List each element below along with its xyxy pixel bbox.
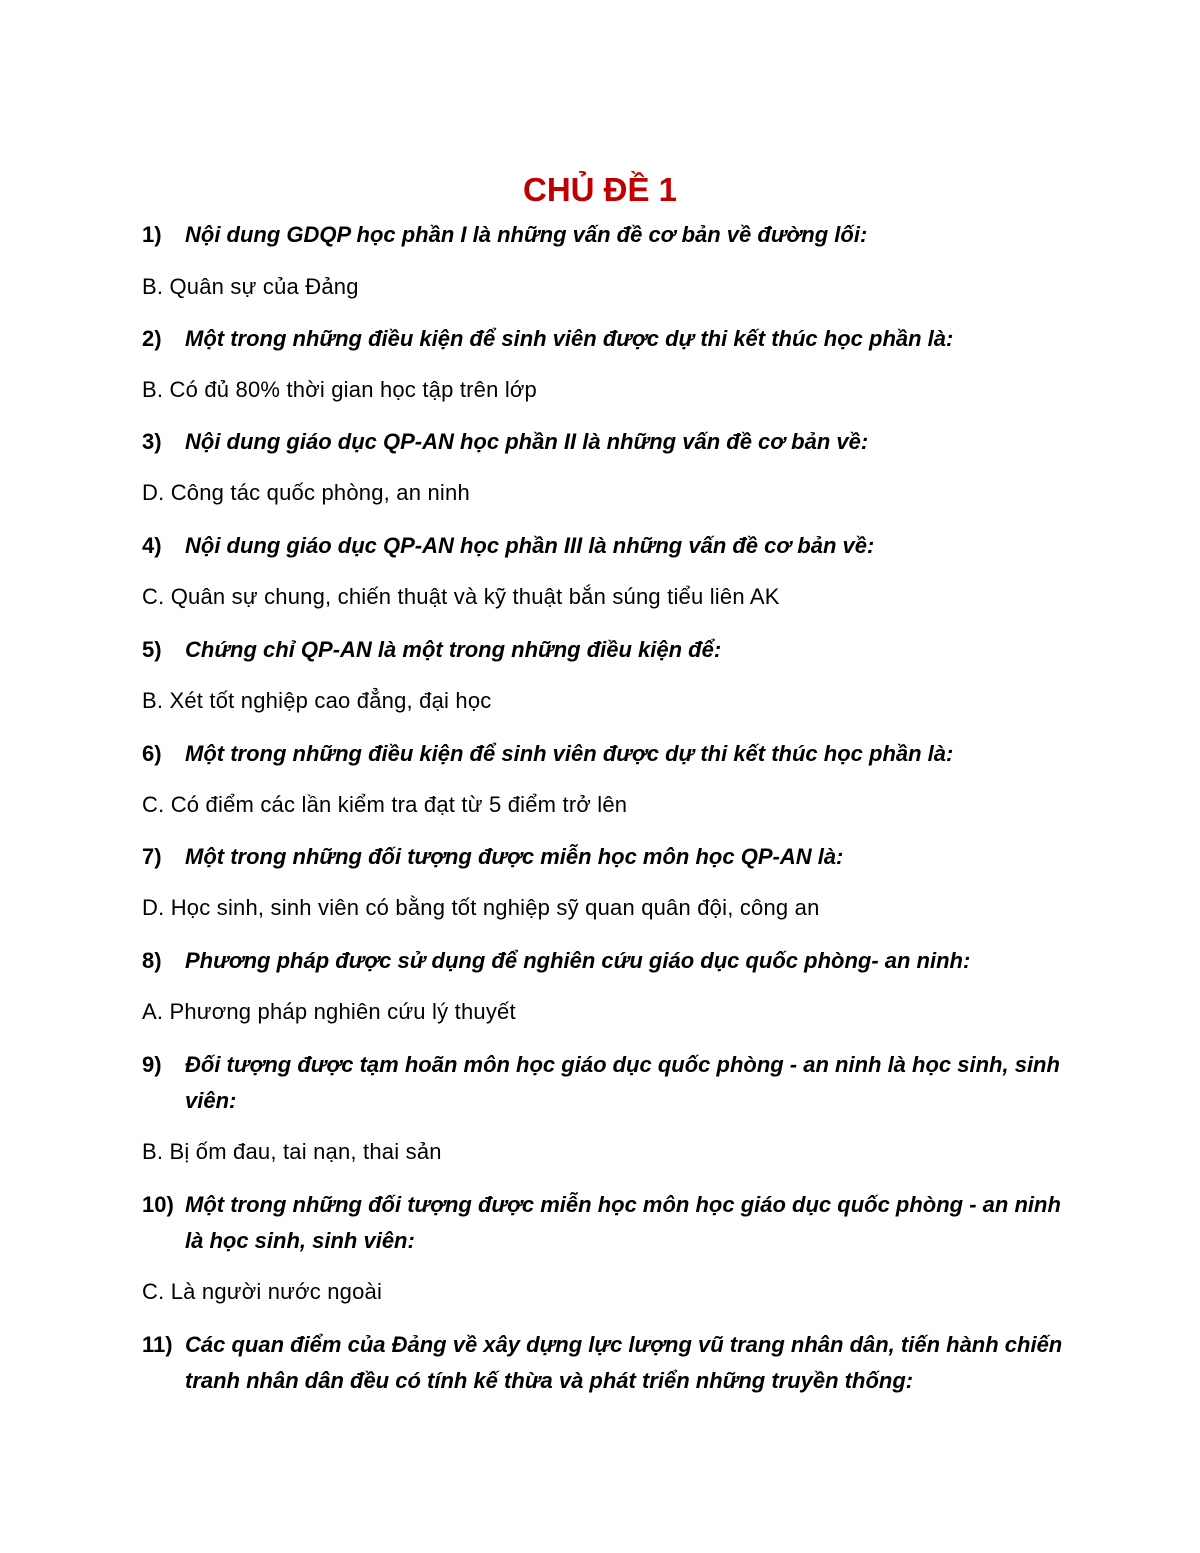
question-text: Một trong những điều kiện để sinh viên được dự thi kết thúc học phần là:: [185, 326, 954, 351]
question-8: [142, 943, 1072, 979]
question-text: Chứng chỉ QP-AN là một trong những điều kiện để:: [185, 637, 722, 662]
question-number: 7): [142, 844, 162, 869]
question-9: [142, 1047, 1072, 1119]
question-1: [142, 217, 1072, 253]
question-10: [142, 1187, 1072, 1259]
question-11: [142, 1327, 1072, 1399]
question-text: Một trong những đối tượng được miễn học môn học QP-AN là:: [185, 844, 844, 869]
question-number: 6): [142, 741, 162, 766]
answer-3: D. Công tác quốc phòng, an ninh: [142, 480, 470, 505]
question-5: [142, 632, 1072, 668]
question-number: 4): [142, 533, 162, 558]
question-text: Đối tượng được tạm hoãn môn học giáo dục quốc phòng - an ninh là học sinh, sinh viên:: [185, 1052, 1060, 1113]
question-number: 1): [142, 222, 162, 247]
answer-5: B. Xét tốt nghiệp cao đẳng, đại học: [142, 688, 492, 713]
page-title: CHỦ ĐỀ 1: [522, 171, 678, 208]
answer-8: A. Phương pháp nghiên cứu lý thuyết: [142, 999, 516, 1024]
question-7: [142, 839, 1072, 875]
question-text: Phương pháp được sử dụng để nghiên cứu giáo dục quốc phòng- an ninh:: [185, 948, 971, 973]
question-number: 11): [142, 1332, 173, 1357]
answer-7: D. Học sinh, sinh viên có bằng tốt nghiệp sỹ quan quân đội, công an: [142, 895, 820, 920]
answer-4: C. Quân sự chung, chiến thuật và kỹ thuật bắn súng tiểu liên AK: [142, 584, 780, 609]
question-text: Một trong những đối tượng được miễn học môn học giáo dục quốc phòng - an ninh là học sinh, sinh viên:: [185, 1192, 1061, 1253]
question-text: Nội dung giáo dục QP-AN học phần II là những vấn đề cơ bản về:: [185, 429, 869, 454]
answer-2: B. Có đủ 80% thời gian học tập trên lớp: [142, 377, 537, 402]
question-number: 8): [142, 948, 162, 973]
answer-9: B. Bị ốm đau, tai nạn, thai sản: [142, 1139, 442, 1164]
question-number: 10): [142, 1192, 174, 1217]
question-number: 9): [142, 1052, 162, 1077]
question-text: Nội dung giáo dục QP-AN học phần III là những vấn đề cơ bản về:: [185, 533, 875, 558]
question-6: [142, 736, 1072, 772]
question-text: Một trong những điều kiện để sinh viên được dự thi kết thúc học phần là:: [185, 741, 954, 766]
answer-10: C. Là người nước ngoài: [142, 1279, 383, 1304]
question-text: Các quan điểm của Đảng về xây dựng lực lượng vũ trang nhân dân, tiến hành chiến tranh nhân dân đều có tính kế thừa và phát triển những truyền thống:: [185, 1332, 1063, 1393]
answer-6: C. Có điểm các lần kiểm tra đạt từ 5 điểm trở lên: [142, 792, 628, 817]
question-number: 2): [142, 326, 162, 351]
question-text: Nội dung GDQP học phần I là những vấn đề cơ bản về đường lối:: [185, 222, 868, 247]
question-2: [142, 321, 1072, 357]
question-4: [142, 528, 1072, 564]
answer-1: B. Quân sự của Đảng: [142, 274, 359, 299]
question-3: [142, 424, 1072, 460]
question-number: 5): [142, 637, 162, 662]
question-number: 3): [142, 429, 162, 454]
